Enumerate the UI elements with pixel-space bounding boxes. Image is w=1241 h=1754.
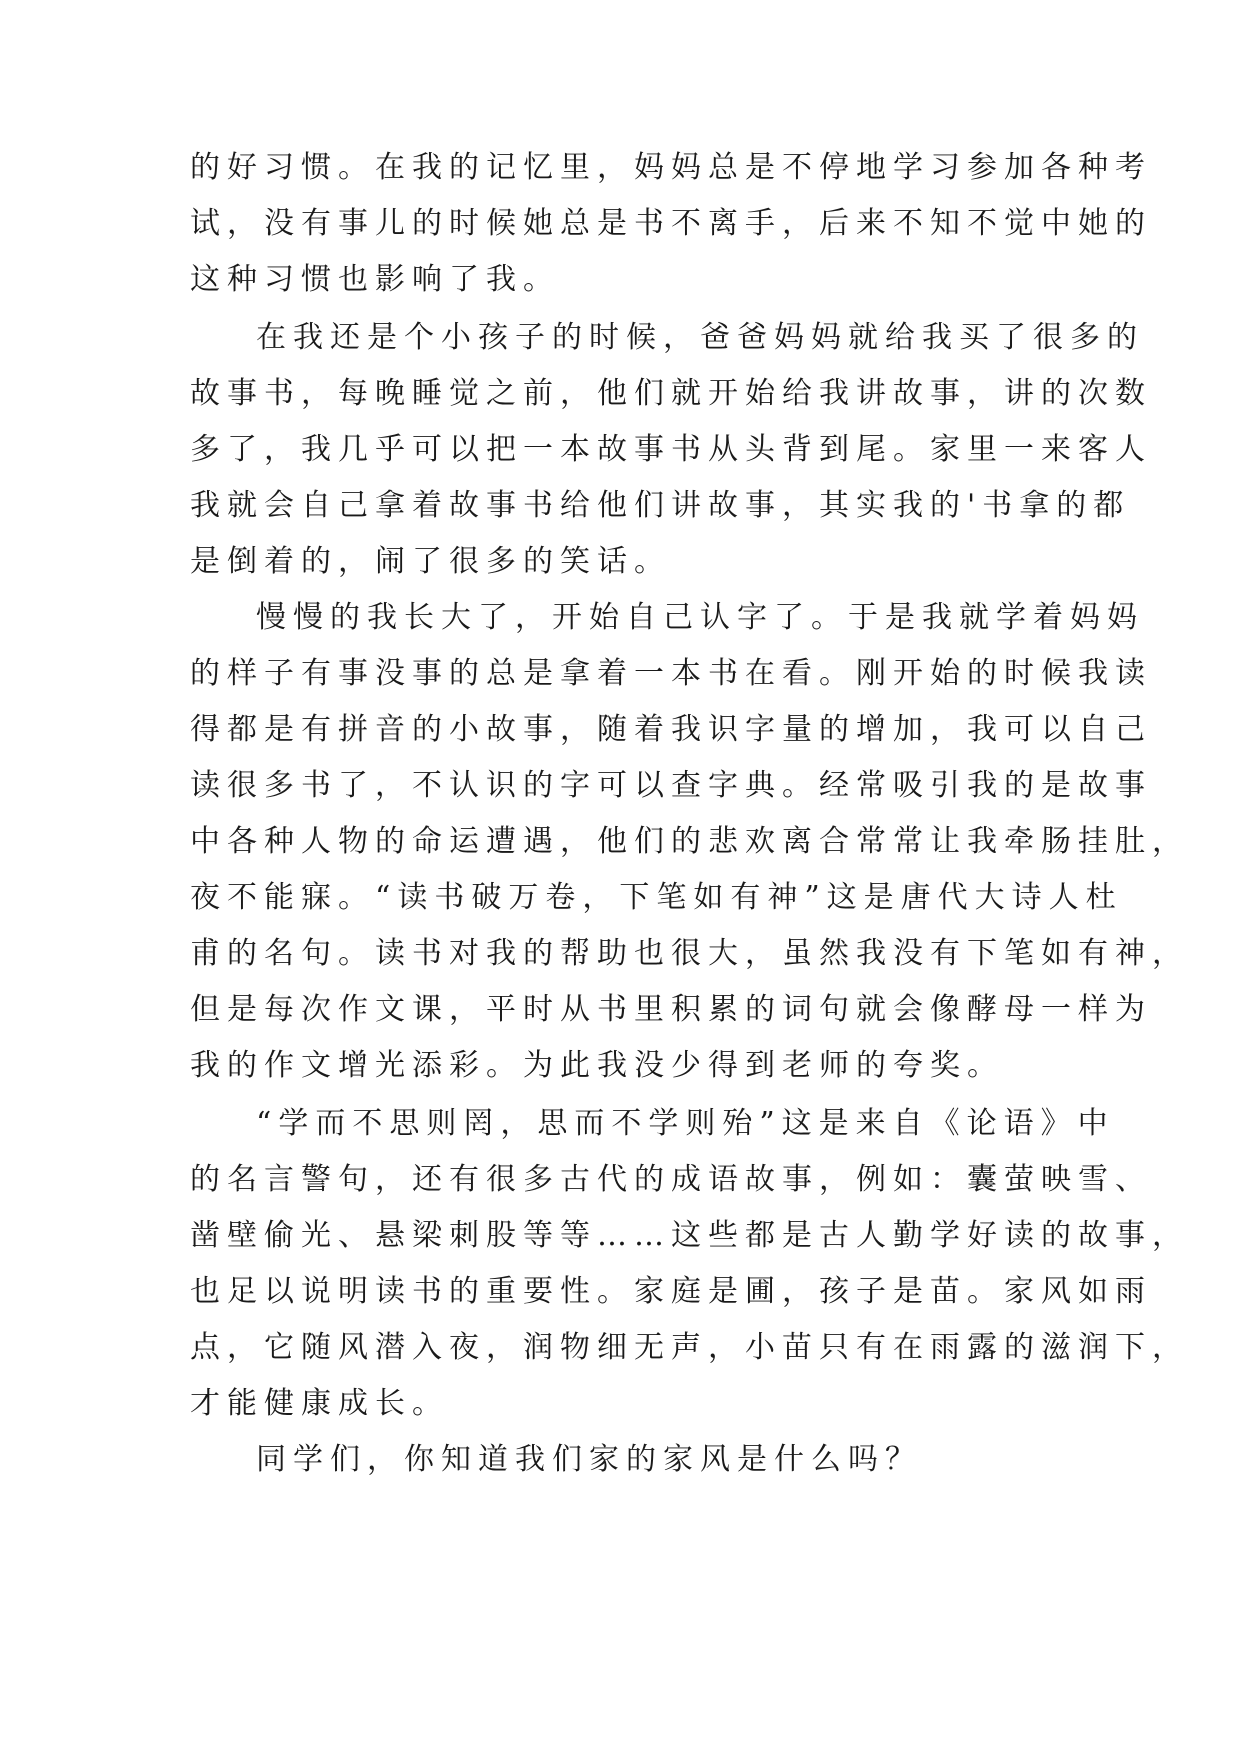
text-line: 的样子有事没事的总是拿着一本书在看。刚开始的时候我读	[190, 656, 1152, 691]
text-line: 故事书，每晚睡觉之前，他们就开始给我讲故事，讲的次数	[190, 376, 1152, 411]
paragraph-first-line: “学而不思则罔，思而不学则殆”这是来自《论语》中	[256, 1106, 1115, 1141]
paragraph-first-line: 慢慢的我长大了，开始自己认字了。于是我就学着妈妈	[256, 600, 1144, 635]
text-line: 甫的名句。读书对我的帮助也很大，虽然我没有下笔如有神，	[190, 936, 1189, 971]
text-line: 凿壁偷光、悬梁刺股等等……这些都是古人勤学好读的故事，	[190, 1218, 1189, 1253]
text-line: 夜不能寐。“读书破万卷，下笔如有神”这是唐代大诗人杜	[190, 880, 1123, 915]
text-line: 的名言警句，还有很多古代的成语故事，例如：囊萤映雪、	[190, 1162, 1152, 1197]
text-line: 我的作文增光添彩。为此我没少得到老师的夸奖。	[190, 1048, 1004, 1083]
text-line: 的好习惯。在我的记忆里，妈妈总是不停地学习参加各种考	[190, 150, 1152, 185]
text-line: 得都是有拼音的小故事，随着我识字量的增加，我可以自己	[190, 712, 1152, 747]
text-line: 才能健康成长。	[190, 1386, 449, 1421]
text-line: 是倒着的，闹了很多的笑话。	[190, 544, 671, 579]
text-line: 试，没有事儿的时候她总是书不离手，后来不知不觉中她的	[190, 206, 1152, 241]
text-line: 但是每次作文课，平时从书里积累的词句就会像酵母一样为	[190, 992, 1152, 1027]
paragraph-first-line: 在我还是个小孩子的时候，爸爸妈妈就给我买了很多的	[256, 320, 1144, 355]
text-line: 这种习惯也影响了我。	[190, 262, 560, 297]
text-line: 读很多书了，不认识的字可以查字典。经常吸引我的是故事	[190, 768, 1152, 803]
text-line: 我就会自己拿着故事书给他们讲故事，其实我的'书拿的都	[190, 488, 1131, 523]
paragraph-first-line: 同学们，你知道我们家的家风是什么吗？	[256, 1442, 922, 1477]
text-line: 点，它随风潜入夜，润物细无声，小苗只有在雨露的滋润下，	[190, 1330, 1189, 1365]
text-line: 中各种人物的命运遭遇，他们的悲欢离合常常让我牵肠挂肚，	[190, 824, 1189, 859]
text-line: 也足以说明读书的重要性。家庭是圃，孩子是苗。家风如雨	[190, 1274, 1152, 1309]
text-line: 多了，我几乎可以把一本故事书从头背到尾。家里一来客人	[190, 432, 1152, 467]
